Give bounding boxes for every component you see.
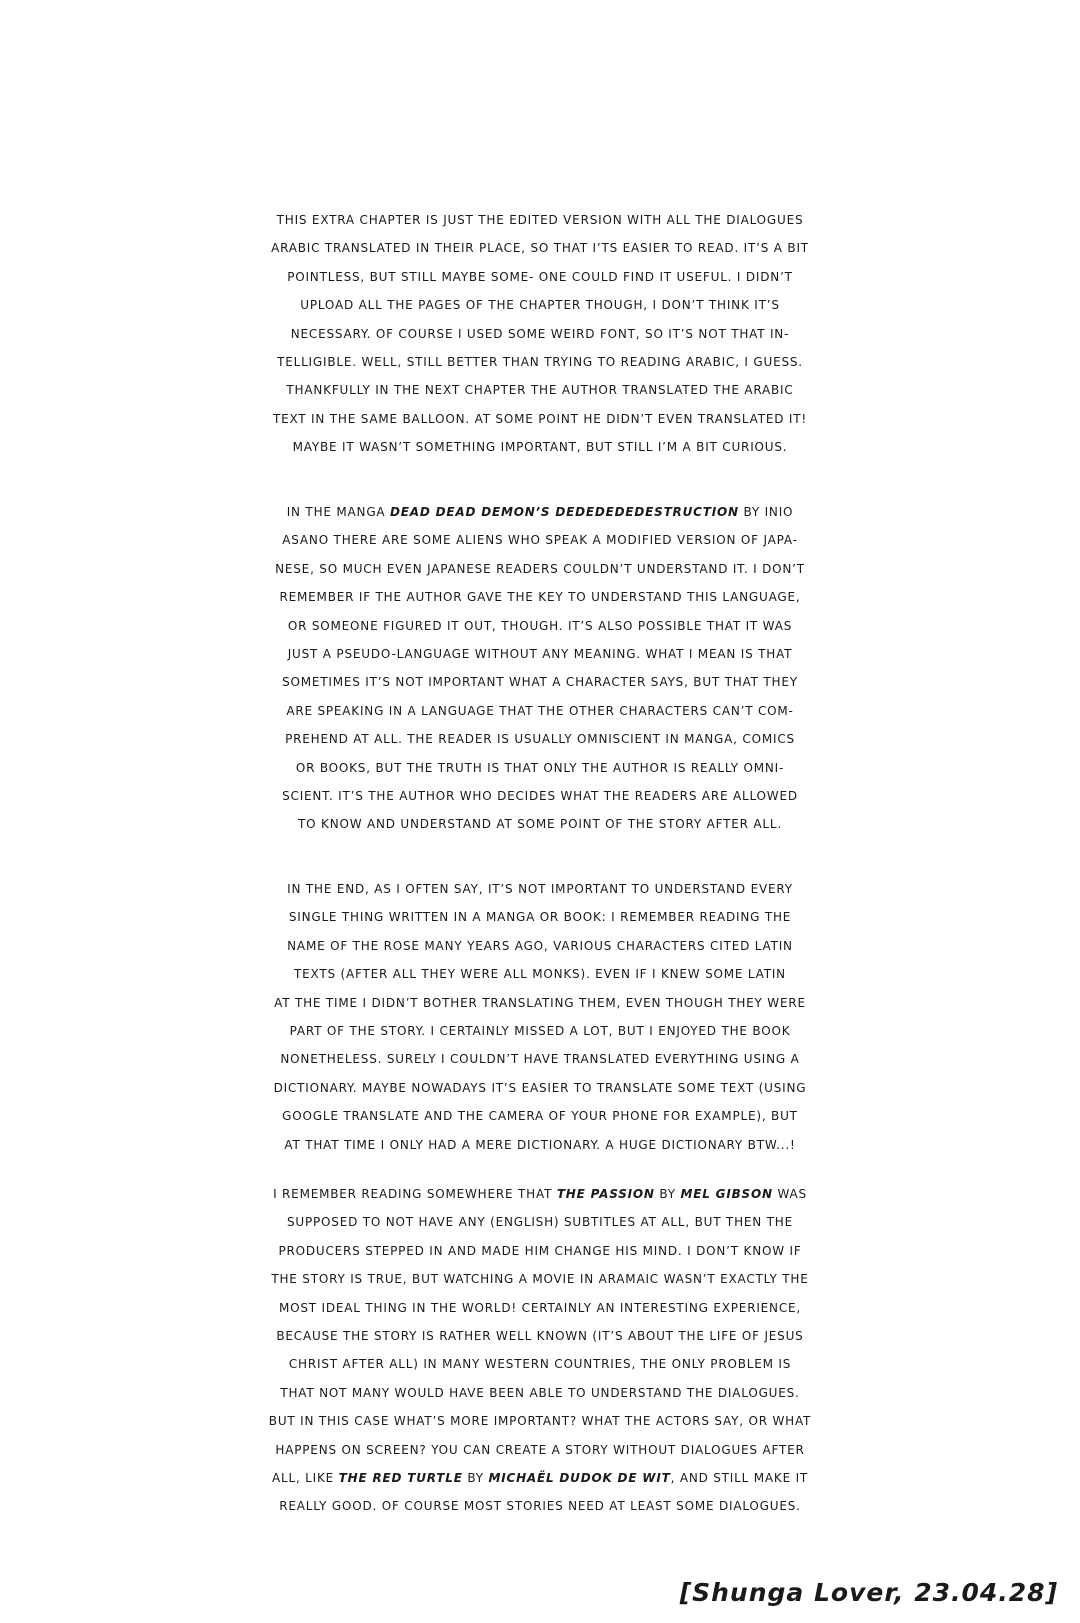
text-line xyxy=(10,1045,1070,1073)
text-line xyxy=(10,754,1070,782)
text-line xyxy=(10,1407,1070,1435)
text-line xyxy=(10,1322,1070,1350)
text-line xyxy=(10,206,1070,234)
emphasized-title: THE PASSION xyxy=(556,1187,655,1201)
text-line xyxy=(10,960,1070,988)
text-line xyxy=(10,697,1070,725)
text-line xyxy=(10,1074,1070,1102)
text-line xyxy=(10,234,1070,262)
text-segment: CHRIST AFTER ALL) IN MANY WESTERN COUNTRIES, THE ONLY PROBLEM IS xyxy=(288,1357,792,1372)
text-line xyxy=(10,376,1070,404)
text-line xyxy=(10,810,1070,838)
text-segment: NONETHELESS. SURELY I COULDN’T HAVE TRANSLATED EVERYTHING USING A xyxy=(280,1052,800,1067)
text-line xyxy=(10,1102,1070,1130)
text-line xyxy=(10,1379,1070,1407)
text-segment: MAYBE IT WASN’T SOMETHING IMPORTANT, BUT STILL I’M A BIT CURIOUS. xyxy=(292,440,788,455)
text-line xyxy=(10,1464,1070,1492)
paragraph-arabic-chapter-note xyxy=(10,206,1070,462)
text-segment: THANKFULLY IN THE NEXT CHAPTER THE AUTHOR TRANSLATED THE ARABIC xyxy=(286,383,794,398)
text-line xyxy=(10,875,1070,903)
text-segment: UPLOAD ALL THE PAGES OF THE CHAPTER THOUGH, I DON’T THINK IT’S xyxy=(300,298,780,313)
text-segment: ARABIC TRANSLATED IN THEIR PLACE, SO THAT I’TS EASIER TO READ. IT’S A BIT xyxy=(271,241,809,256)
emphasized-title: DEAD DEAD DEMON’S DEDEDEDEDESTRUCTION xyxy=(390,505,739,519)
text-line xyxy=(10,1180,1070,1208)
text-segment: ARE SPEAKING IN A LANGUAGE THAT THE OTHER CHARACTERS CAN’T COM- xyxy=(286,703,794,718)
text-segment: THAT NOT MANY WOULD HAVE BEEN ABLE TO UNDERSTAND THE DIALOGUES. xyxy=(280,1385,800,1400)
text-line xyxy=(10,433,1070,461)
text-segment: TEXTS (AFTER ALL THEY WERE ALL MONKS). EVEN IF I KNEW SOME LATIN xyxy=(294,967,786,982)
text-segment: SCIENT. IT’S THE AUTHOR WHO DECIDES WHAT THE READERS ARE ALLOWED xyxy=(282,788,798,803)
text-segment: BY xyxy=(654,1187,681,1201)
text-line xyxy=(10,1294,1070,1322)
text-segment: PREHEND AT ALL. THE READER IS USUALLY OMNISCIENT IN MANGA, COMICS xyxy=(285,732,795,747)
text-line xyxy=(10,1017,1070,1045)
text-segment: ALL, LIKE xyxy=(271,1470,339,1485)
text-segment: SOMETIMES IT’S NOT IMPORTANT WHAT A CHARACTER SAYS, BUT THAT THEY xyxy=(282,675,798,690)
text-segment: , AND STILL MAKE IT xyxy=(670,1470,809,1485)
text-line xyxy=(10,555,1070,583)
text-segment: NECESSARY. OF COURSE I USED SOME WEIRD FONT, SO IT’S NOT THAT IN- xyxy=(290,326,790,341)
text-line xyxy=(10,583,1070,611)
emphasized-title: MEL GIBSON xyxy=(680,1187,773,1201)
text-segment: DICTIONARY. MAYBE NOWADAYS IT’S EASIER TO TRANSLATE SOME TEXT (USING xyxy=(273,1080,807,1095)
text-segment: NAME OF THE ROSE MANY YEARS AGO, VARIOUS CHARACTERS CITED LATIN xyxy=(287,938,793,953)
paragraph-the-passion xyxy=(10,1180,1070,1521)
text-segment: AT THE TIME I DIDN’T BOTHER TRANSLATING THEM, EVEN THOUGH THEY WERE xyxy=(274,995,806,1010)
text-segment: MOST IDEAL THING IN THE WORLD! CERTAINLY AN INTERESTING EXPERIENCE, xyxy=(278,1300,802,1315)
text-line xyxy=(10,1208,1070,1236)
text-segment: THIS EXTRA CHAPTER IS JUST THE EDITED VERSION WITH ALL THE DIALOGUES xyxy=(276,213,804,227)
text-segment: PART OF THE STORY. I CERTAINLY MISSED A LOT, BUT I ENJOYED THE BOOK xyxy=(289,1023,791,1038)
text-line xyxy=(10,1492,1070,1520)
text-line xyxy=(10,640,1070,668)
text-line xyxy=(10,405,1070,433)
paragraph-name-of-the-rose xyxy=(10,875,1070,1159)
text-segment: OR BOOKS, BUT THE TRUTH IS THAT ONLY THE AUTHOR IS REALLY OMNI- xyxy=(295,760,785,775)
text-line xyxy=(10,348,1070,376)
text-line xyxy=(10,320,1070,348)
text-segment: TO KNOW AND UNDERSTAND AT SOME POINT OF THE STORY AFTER ALL. xyxy=(298,817,782,832)
text-segment: BUT IN THIS CASE WHAT’S MORE IMPORTANT? WHAT THE ACTORS SAY, OR WHAT xyxy=(268,1414,812,1429)
text-line xyxy=(10,1237,1070,1265)
text-line xyxy=(10,526,1070,554)
emphasized-title: THE RED TURTLE xyxy=(338,1470,463,1485)
text-segment: AT THAT TIME I ONLY HAD A MERE DICTIONARY. A HUGE DICTIONARY BTW...! xyxy=(284,1137,796,1152)
text-line xyxy=(10,782,1070,810)
text-line xyxy=(10,668,1070,696)
text-segment: SUPPOSED TO NOT HAVE ANY (ENGLISH) SUBTITLES AT ALL, BUT THEN THE xyxy=(286,1215,793,1230)
text-segment: GOOGLE TRANSLATE AND THE CAMERA OF YOUR PHONE FOR EXAMPLE), BUT xyxy=(282,1109,798,1124)
emphasized-title: MICHAËL DUDOK DE WIT xyxy=(488,1470,671,1485)
text-segment: NESE, SO MUCH EVEN JAPANESE READERS COULDN’T UNDERSTAND IT. I DON’T xyxy=(275,561,805,576)
text-segment: IN THE MANGA xyxy=(286,505,391,519)
text-segment: I REMEMBER READING SOMEWHERE THAT xyxy=(273,1187,557,1201)
text-segment: ASANO THERE ARE SOME ALIENS WHO SPEAK A MODIFIED VERSION OF JAPA- xyxy=(282,533,798,548)
text-segment: WAS xyxy=(772,1187,807,1201)
text-line xyxy=(10,932,1070,960)
text-line xyxy=(10,498,1070,526)
text-segment: SINGLE THING WRITTEN IN A MANGA OR BOOK: I REMEMBER READING THE xyxy=(288,910,792,925)
text-segment: TELLIGIBLE. WELL, STILL BETTER THAN TRYING TO READING ARABIC, I GUESS. xyxy=(277,354,803,369)
text-segment: BECAUSE THE STORY IS RATHER WELL KNOWN (IT’S ABOUT THE LIFE OF JESUS xyxy=(276,1328,804,1343)
text-segment: POINTLESS, BUT STILL MAYBE SOME- ONE COULD FIND IT USEFUL. I DIDN’T xyxy=(287,269,793,284)
text-line xyxy=(10,903,1070,931)
paragraph-dead-dead-demons xyxy=(10,498,1070,839)
text-segment: JUST A PSEUDO-LANGUAGE WITHOUT ANY MEANING. WHAT I MEAN IS THAT xyxy=(287,646,793,661)
text-segment: BY xyxy=(462,1470,489,1485)
text-line xyxy=(10,1350,1070,1378)
text-segment: BY INIO xyxy=(738,505,794,519)
text-line xyxy=(10,1436,1070,1464)
text-segment: IN THE END, AS I OFTEN SAY, IT’S NOT IMPORTANT TO UNDERSTAND EVERY xyxy=(287,882,793,896)
text-line xyxy=(10,263,1070,291)
text-segment: HAPPENS ON SCREEN? YOU CAN CREATE A STORY WITHOUT DIALOGUES AFTER xyxy=(275,1442,805,1457)
text-line xyxy=(10,1265,1070,1293)
text-segment: OR SOMEONE FIGURED IT OUT, THOUGH. IT’S ALSO POSSIBLE THAT IT WAS xyxy=(287,618,793,633)
text-line xyxy=(10,725,1070,753)
text-segment: THE STORY IS TRUE, BUT WATCHING A MOVIE IN ARAMAIC WASN’T EXACTLY THE xyxy=(271,1272,809,1287)
text-segment: TEXT IN THE SAME BALLOON. AT SOME POINT HE DIDN’T EVEN TRANSLATED IT! xyxy=(272,411,807,426)
text-line xyxy=(10,291,1070,319)
text-segment: REALLY GOOD. OF COURSE MOST STORIES NEED AT LEAST SOME DIALOGUES. xyxy=(279,1499,801,1514)
text-line xyxy=(10,1131,1070,1159)
text-segment: REMEMBER IF THE AUTHOR GAVE THE KEY TO UNDERSTAND THIS LANGUAGE, xyxy=(279,590,801,605)
text-line xyxy=(10,989,1070,1017)
author-signature: [Shunga Lover, 23.04.28] xyxy=(679,1578,1058,1607)
text-segment: PRODUCERS STEPPED IN AND MADE HIM CHANGE HIS MIND. I DON’T KNOW IF xyxy=(278,1243,802,1258)
text-line xyxy=(10,612,1070,640)
